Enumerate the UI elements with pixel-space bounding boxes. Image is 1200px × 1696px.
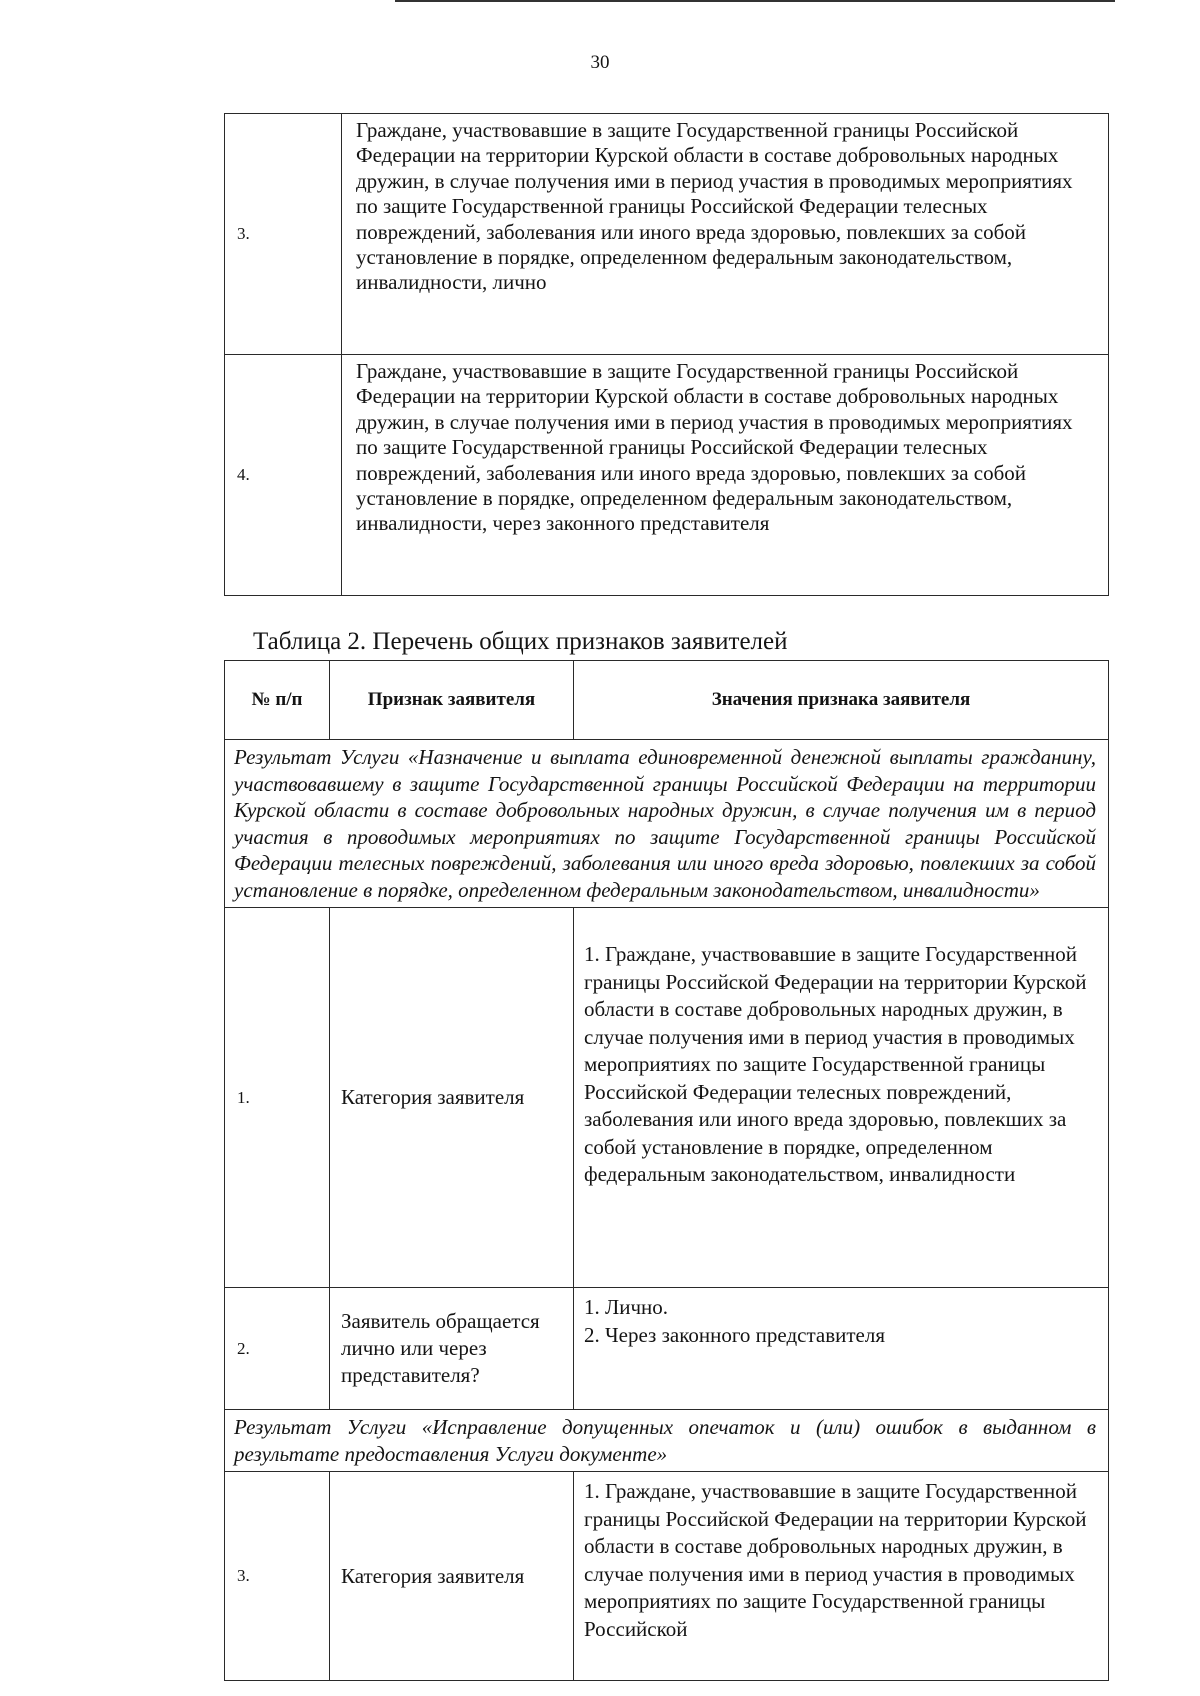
applicant-signs-table	[224, 660, 1109, 1681]
result-text: Результат Услуги «Назначение и выплата единовременной денежной выплаты гражданину, участвовавшему в защите Государственной границы Российской Федерации на территории Курской области в составе добровольных народных дружин, в случае получения им в период участия в проводимых мероприятиях по защите Государственной границы Российской Федерации телесных повреждений, заболевания или иного вреда здоровью, повлекших за собой установление в порядке, определенном федеральным законодательством, инвалидности»	[225, 740, 1109, 908]
table-row	[225, 114, 1109, 355]
table-row	[225, 908, 1109, 1288]
result-row	[225, 740, 1109, 908]
table-row	[225, 1472, 1109, 1681]
row-number: 2.	[225, 1288, 330, 1410]
row-text: Граждане, участвовавшие в защите Государственной границы Российской Федерации на территории Курской области в составе добровольных народных дружин, в случае получения ими в период участия в проводимых мероприятиях по защите Государственной границы Российской Федерации телесных повреждений, заболевания или иного вреда здоровью, повлекших за собой установление в порядке, определенном федеральным законодательством, инвалидности, через законного представителя	[342, 355, 1109, 596]
row-sign: Заявитель обращается лично или через представителя?	[330, 1288, 574, 1410]
result-row	[225, 1410, 1109, 1472]
applicants-table-continued	[224, 113, 1109, 596]
row-value	[574, 1288, 1109, 1410]
row-sign: Категория заявителя	[330, 1472, 574, 1681]
header-num: № п/п	[225, 661, 330, 740]
top-border-line	[395, 0, 1115, 2]
table-row	[225, 355, 1109, 596]
table-header-row	[225, 661, 1109, 740]
value-representative: 2. Через законного представителя	[584, 1322, 885, 1347]
row-text: Граждане, участвовавшие в защите Государственной границы Российской Федерации на территории Курской области в составе добровольных народных дружин, в случае получения ими в период участия в проводимых мероприятиях по защите Государственной границы Российской Федерации телесных повреждений, заболевания или иного вреда здоровью, повлекших за собой установление в порядке, определенном федеральным законодательством, инвалидности, лично	[342, 114, 1109, 355]
row-value: 1. Граждане, участвовавшие в защите Государственной границы Российской Федерации на территории Курской области в составе добровольных народных дружин, в случае получения ими в период участия в проводимых мероприятиях по защите Государственной границы Российской	[574, 1472, 1109, 1681]
result-text: Результат Услуги «Исправление допущенных опечаток и (или) ошибок в выданном в результате предоставления Услуги документе»	[225, 1410, 1109, 1472]
value-personally: 1. Лично.	[584, 1295, 669, 1319]
row-number: 3.	[225, 1472, 330, 1681]
page-number: 30	[590, 52, 610, 73]
header-sign: Признак заявителя	[330, 661, 574, 740]
header-values: Значения признака заявителя	[574, 661, 1109, 740]
row-number: 4.	[225, 355, 342, 596]
row-number: 1.	[225, 908, 330, 1288]
table-caption: Таблица 2. Перечень общих признаков заявителей	[253, 628, 788, 655]
table-row	[225, 1288, 1109, 1410]
row-sign: Категория заявителя	[330, 908, 574, 1288]
row-number: 3.	[225, 114, 342, 355]
row-value: 1. Граждане, участвовавшие в защите Государственной границы Российской Федерации на территории Курской области в составе добровольных народных дружин, в случае получения ими в период участия в проводимых мероприятиях по защите Государственной границы Российской Федерации телесных повреждений, заболевания или иного вреда здоровью, повлекших за собой установление в порядке, определенном федеральным законодательством, инвалидности	[574, 908, 1109, 1288]
